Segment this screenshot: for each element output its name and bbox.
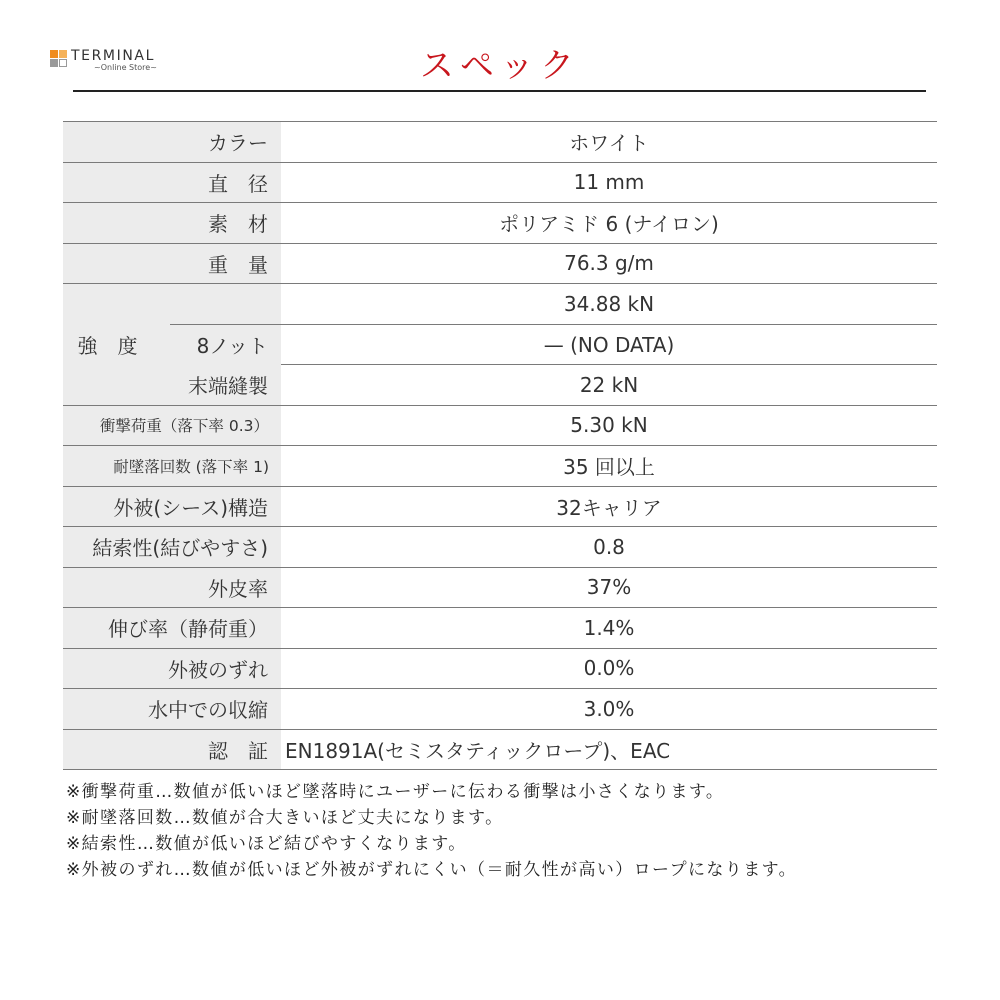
spec-value: 1.4%: [583, 615, 635, 640]
footnote: ※衝撃荷重…数値が低いほど墜落時にユーザーに伝わる衝撃は小さくなります。: [66, 782, 725, 802]
strength-subrows: [170, 284, 937, 405]
spec-table: [63, 121, 937, 770]
spec-label: カラー: [63, 122, 281, 162]
spec-label: 衝撃荷重（落下率 0.3）: [63, 406, 281, 446]
strength-value: 22 kN: [281, 364, 937, 404]
strength-value: 34.88 kN: [563, 292, 655, 317]
strength-subrow: [170, 284, 937, 324]
logo-name: TERMINAL: [71, 48, 155, 64]
spec-label: 伸び率（静荷重）: [63, 608, 281, 648]
spec-row-elongation: [63, 608, 937, 649]
spec-row-sheath-slippage: [63, 649, 937, 690]
spec-label: 重 量: [63, 244, 281, 284]
spec-row-sheath-ratio: [63, 568, 937, 609]
title-divider: [73, 90, 926, 92]
strength-sublabel: 末端縫製: [170, 364, 281, 404]
spec-row-knotability: [63, 527, 937, 568]
logo-subtitle: ~Online Store~: [94, 63, 157, 72]
spec-value: ホワイト: [569, 131, 649, 156]
spec-value: ポリアミド 6 (ナイロン): [499, 212, 719, 237]
spec-row-material: [63, 203, 937, 244]
spec-label: 外皮率: [63, 568, 281, 608]
footnotes: [66, 779, 966, 883]
spec-row-water-shrinkage: [63, 689, 937, 730]
spec-value: 3.0%: [583, 696, 635, 721]
footnote: ※耐墜落回数…数値が合大きいほど丈夫になります。: [66, 808, 504, 828]
spec-row-fall-count: [63, 446, 937, 487]
spec-value: 35 回以上: [563, 455, 655, 480]
spec-label: 外被(シース)構造: [63, 487, 281, 527]
spec-value: 32キャリア: [556, 495, 662, 520]
spec-value: 76.3 g/m: [564, 251, 654, 276]
spec-row-diameter: [63, 163, 937, 204]
strength-subrow: [170, 364, 937, 404]
spec-group-strength: [63, 284, 937, 406]
strength-label: 強 度: [63, 284, 170, 405]
spec-label: 認 証: [63, 730, 281, 770]
strength-sublabel: [170, 284, 281, 324]
spec-label: 素 材: [63, 203, 281, 243]
footnote: ※結索性…数値が低いほど結びやすくなります。: [66, 834, 467, 854]
strength-sublabel: 8ノット: [170, 324, 281, 364]
strength-subrow: [170, 324, 937, 364]
spec-row-sheath-structure: [63, 487, 937, 528]
spec-label: 外被のずれ: [63, 649, 281, 689]
spec-row-impact-force: [63, 406, 937, 447]
spec-row-weight: [63, 244, 937, 285]
spec-value: 0.0%: [583, 656, 635, 681]
spec-value: EN1891A(セミスタティックロープ)、EAC: [285, 738, 671, 763]
strength-value: — (NO DATA): [281, 324, 937, 364]
spec-label: 結索性(結びやすさ): [63, 527, 281, 567]
footnote: ※外被のずれ…数値が低いほど外被がずれにくい（＝耐久性が高い）ロープになります。: [66, 860, 798, 880]
spec-row-color: [63, 122, 937, 163]
spec-value: 37%: [586, 575, 632, 600]
spec-label: 直 径: [63, 163, 281, 203]
spec-value: 11 mm: [573, 170, 645, 195]
spec-row-certification: [63, 730, 937, 771]
page-title: スペック: [420, 46, 580, 86]
spec-label: 水中での収縮: [63, 689, 281, 729]
spec-value: 0.8: [593, 534, 625, 559]
spec-value: 5.30 kN: [570, 413, 648, 438]
spec-label: 耐墜落回数 (落下率 1): [63, 446, 281, 486]
